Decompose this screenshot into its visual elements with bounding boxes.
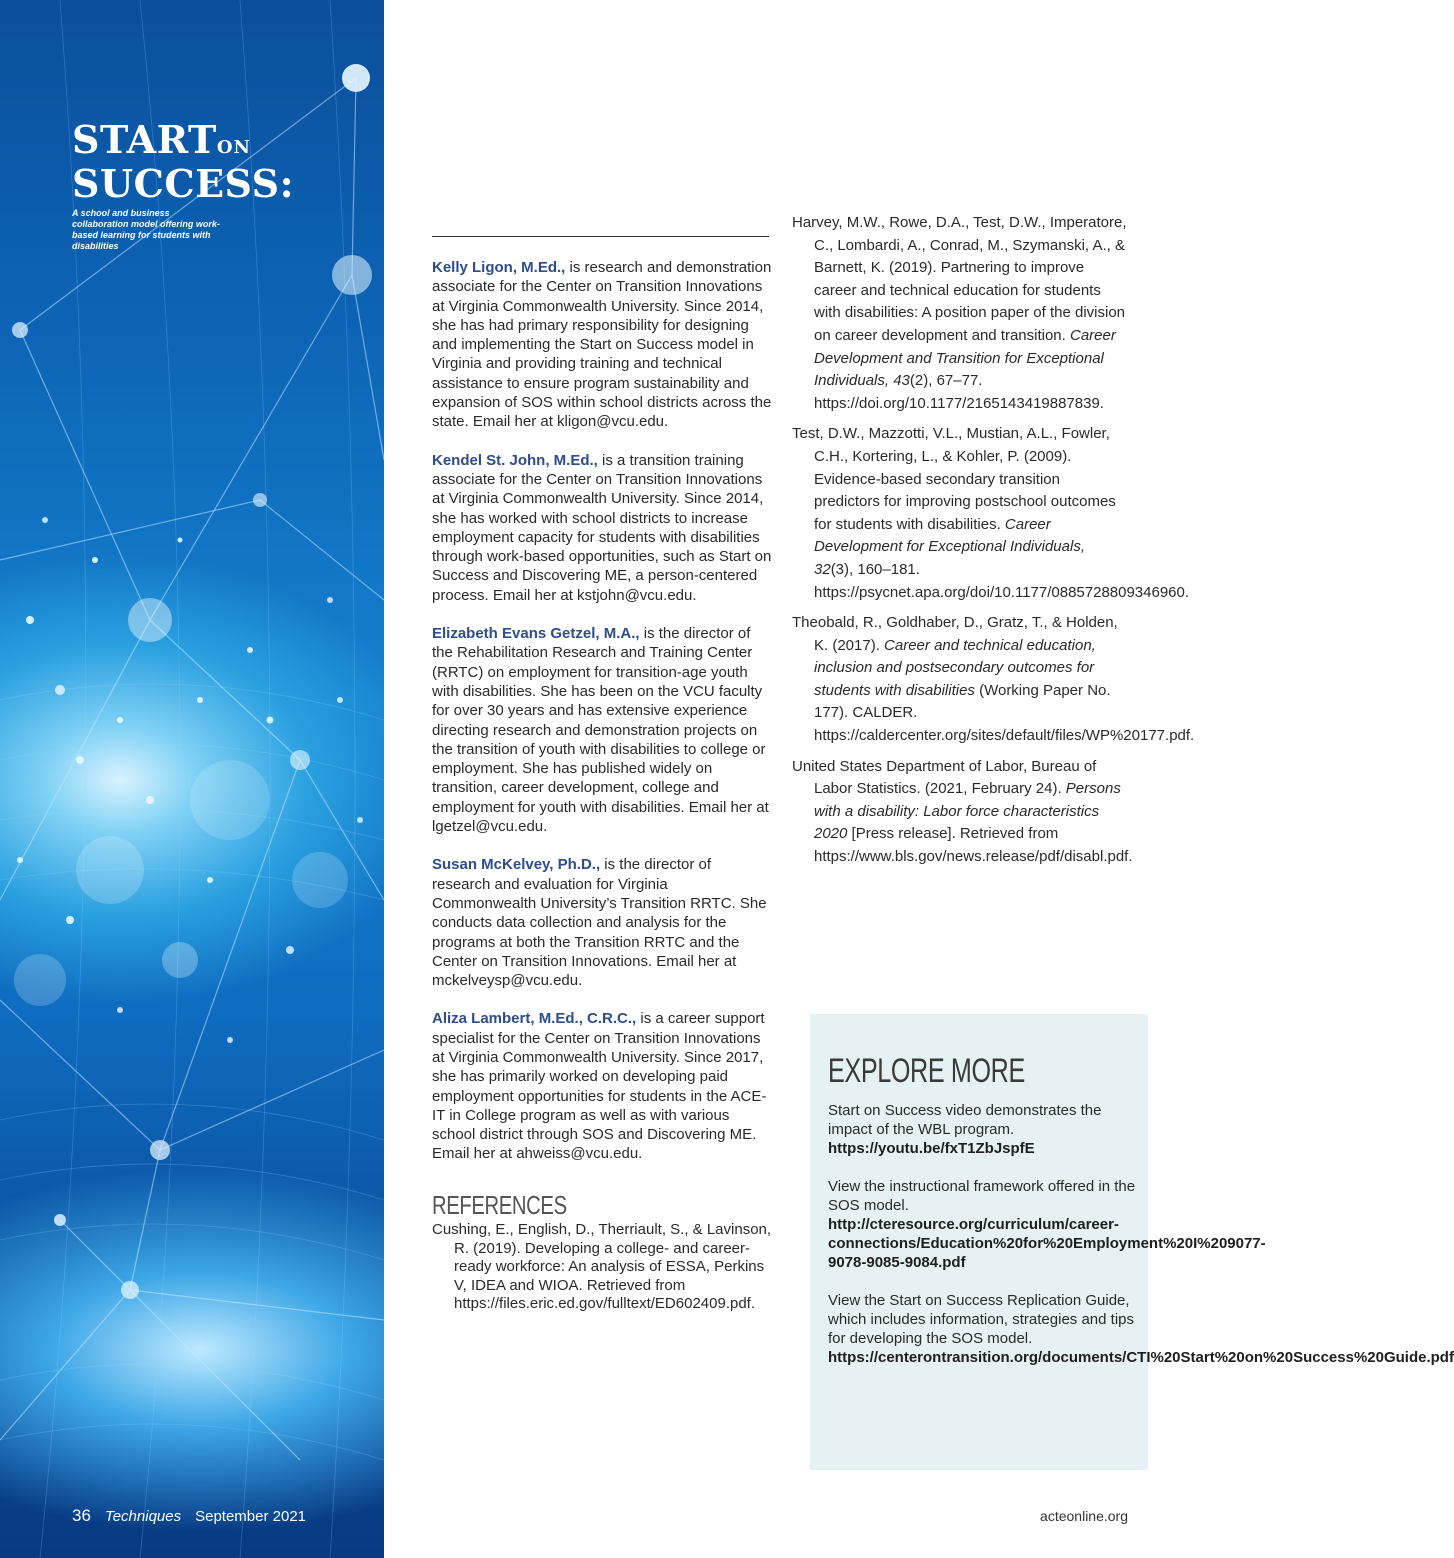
author-name: Kelly Ligon, M.Ed., [432,259,566,276]
reference-entry [792,212,1128,415]
author-description: is a career support specialist for the Center on Transition Innovations at Virginia Commonwealth University. Since 2017, she has primarily worked on developing paid employment opportunities for students in the ACE-IT in College program as well as with various school district through SOS and Discovering ME. Email her at ahweiss@vcu.edu. [432,1010,767,1163]
explore-item-text: Start on Success video demonstrates the impact of the WBL program. [828,1102,1102,1138]
reference-citation: (Working Paper No. 177). CALDER. https://caldercenter.org/sites/default/files/WP%20177.pdf. [814,681,1195,745]
reference-citation: (3), 160–181. https://psycnet.apa.org/doi/10.1177/0885728809346960. [814,560,1190,601]
explore-item [828,1101,1138,1158]
author-description: is the director of research and evaluation for Virginia Commonwealth University’s Transition RRTC. She conducts data collection and analysis for the programs at both the Transition RRTC and the Center on Transition Innovations. Email her at mckelveysp@vcu.edu. [432,856,767,990]
reference-text: Harvey, M.W., Rowe, D.A., Test, D.W., Imperatore, C., Lombardi, A., Conrad, M., Szymanski, A., & Barnett, K. (2019). Partnering to improve career and technical education for students with disabilities: A position paper of the division on career development and transition. [792,214,1127,344]
page-number: 36 [72,1506,91,1525]
reference-journal: Career Development for Exceptional Individuals, 32 [814,515,1085,578]
decorative-network-panel [0,0,384,1558]
reference-entry [432,1221,772,1314]
explore-more-box [810,1014,1454,1470]
references-column [792,212,1195,877]
author-bio [432,1009,772,1163]
title-on: ON [216,137,251,158]
explore-link[interactable]: http://cteresource.org/curriculum/career-connections/Education%20for%20Employment%20I%209077-9078-9085-9084.pdf [828,1216,1266,1271]
title-success: SUCCESS: [72,161,295,206]
explore-more-heading: EXPLORE MORE [828,1052,1025,1090]
reference-text: Theobald, R., Goldhaber, D., Gratz, T., & Holden, K. (2017). [792,614,1118,654]
explore-link[interactable]: https://centerontransition.org/documents/CTI%20Start%20on%20Success%20Guide.pdf [828,1349,1454,1366]
reference-entry [792,423,1190,604]
reference-journal: Career Development and Transition for Exceptional Individuals, 43 [814,326,1116,390]
reference-journal: Persons with a disability: Labor force characteristics 2020 [814,780,1121,843]
author-description: is a transition training associate for the Center on Transition Innovations at Virginia Commonwealth University. Since 2014, she has worked with school districts to increase employment capacity for students with disabilities through work-based opportunities, such as Start on Success and Discovering ME, a person-centered process. Email her at kstjohn@vcu.edu. [432,451,772,604]
author-description: is research and demonstration associate for the Center on Transition Innovations at Virginia Commonwealth University. Since 2014, she has had primary responsibility for designing and implementing the Start on Success model in Virginia and providing training and technical assistance to ensure program sustainability and expansion of SOS within school districts across the state. Email her at kligon@vcu.edu. [432,259,772,431]
feature-title [72,117,295,252]
author-description: is the director of the Rehabilitation Research and Training Center (RRTC) on employment for transition-age youth with disabilities. She has been on the VCU faculty for over 30 years and has extensive experience directing research and demonstration projects on the transition of youth with disabilities to college or employment. She has published widely on transition, career development, college and employment for youth with disabilities. Email her at lgetzel@vcu.edu. [432,625,769,836]
title-start: START [72,117,217,162]
explore-link[interactable]: https://youtu.be/fxT1ZbJspfE [828,1140,1035,1157]
explore-item [828,1291,1454,1367]
author-bio [432,451,772,605]
reference-citation: (2), 67–77. https://doi.org/10.1177/2165143419887839. [814,372,1104,412]
reference-text: United States Department of Labor, Bureau of Labor Statistics. (2021, February 24). [792,757,1097,798]
reference-journal: Career and technical education, inclusion and postsecondary outcomes for students with disabilities [814,636,1096,699]
reference-entry [792,756,1133,869]
author-bio [432,855,772,990]
references-heading: REFERENCES [432,1189,567,1220]
page-footer-left [72,1506,306,1526]
title-subtitle: A school and business collaboration model offering work-based learning for students with disabilities [72,208,220,251]
reference-entry [792,612,1195,748]
author-name: Elizabeth Evans Getzel, M.A., [432,625,640,643]
author-name: Susan McKelvey, Ph.D., [432,856,601,874]
reference-citation: [Press release]. Retrieved from https://www.bls.gov/news.release/pdf/disabl.pdf. [814,825,1133,866]
website-footer[interactable]: acteonline.org [1040,1508,1128,1524]
reference-text: Test, D.W., Mazzotti, V.L., Mustian, A.L., Fowler, C.H., Kortering, L., & Kohler, P. (2009). Evidence-based secondary transition predictors for improving postschool outcomes for students with disabilities. [792,425,1116,533]
author-name: Kendel St. John, M.Ed., [432,451,598,469]
column-divider-rule [432,236,769,237]
author-bios-column [432,258,772,1324]
explore-item-text: View the Start on Success Replication Guide, which includes information, strategies and tips for developing the SOS model. [828,1292,1134,1347]
author-name: Aliza Lambert, M.Ed., C.R.C., [432,1010,637,1028]
explore-item-text: View the instructional framework offered in the SOS model. [828,1178,1136,1214]
author-bio [432,624,772,836]
publication-name: Techniques [104,1508,182,1525]
reference-text: Cushing, E., English, D., Therriault, S., & Lavinson, R. (2019). Developing a college- and career-ready workforce: An analysis of ESSA, Perkins V, IDEA and WIOA. Retrieved from https://files.eric.ed.gov/fulltext/ED602409.pdf. [432,1221,772,1313]
author-bio [432,258,772,432]
issue-date: September 2021 [195,1508,307,1525]
explore-item [828,1177,1266,1272]
